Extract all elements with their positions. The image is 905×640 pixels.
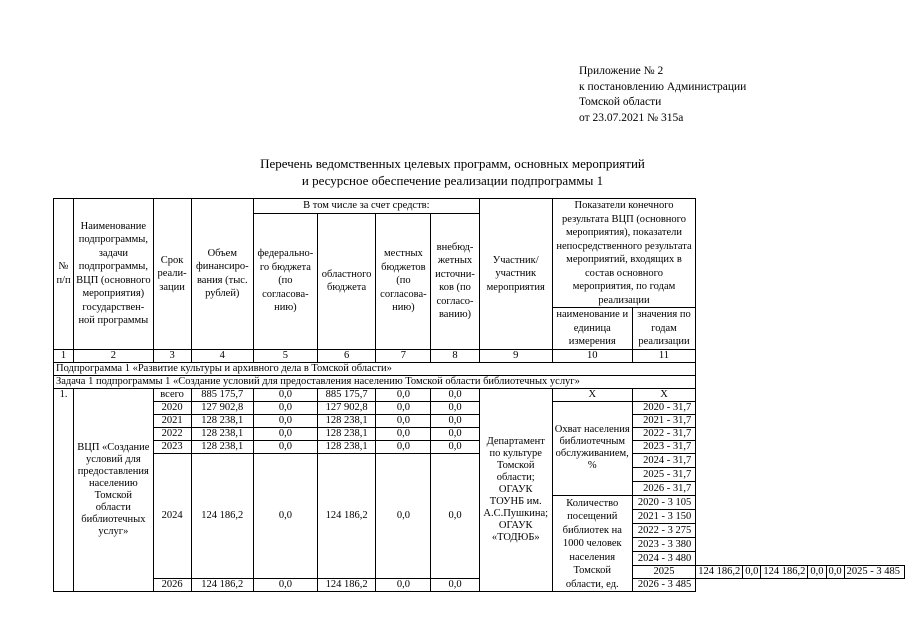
indicator-2-value: 2021 - 3 150 xyxy=(632,509,696,523)
row-term: всего xyxy=(153,388,191,401)
row-volume: 128 238,1 xyxy=(191,440,253,453)
header-participant: Участник/ участник мероприятия xyxy=(479,199,552,350)
row-local: 0,0 xyxy=(376,579,431,592)
indicator-1-value: 2022 - 31,7 xyxy=(632,427,696,440)
row-volume: 124 186,2 xyxy=(191,453,253,579)
row-offbudget: 0,0 xyxy=(431,414,479,427)
col-number: 3 xyxy=(153,349,191,362)
row-term: 2021 xyxy=(153,414,191,427)
row-offbudget: 0,0 xyxy=(431,427,479,440)
indicator-x-name: X xyxy=(552,388,632,401)
row-volume: 128 238,1 xyxy=(191,414,253,427)
appendix-line-2: к постановлению Администрации xyxy=(579,80,747,93)
row-term: 2024 xyxy=(153,453,191,579)
col-number: 10 xyxy=(552,349,632,362)
row-regional: 127 902,8 xyxy=(317,401,376,414)
header-local: местных бюджетов (по согласова-нию) xyxy=(376,213,431,349)
header-num: № п/п xyxy=(54,199,74,350)
row-offbudget: 0,0 xyxy=(431,440,479,453)
header-volume: Объем финансиро-вания (тыс. рублей) xyxy=(191,199,253,350)
header-federal: федерально-го бюджета (по согласова-нию) xyxy=(254,213,318,349)
indicator-2-value: 2022 - 3 275 xyxy=(632,523,696,537)
row-term: 2025 xyxy=(632,566,696,579)
row-federal: 0,0 xyxy=(743,566,761,579)
row-regional: 124 186,2 xyxy=(317,579,376,592)
indicator-1-value: 2023 - 31,7 xyxy=(632,440,696,453)
indicator-2-value: 2020 - 3 105 xyxy=(632,495,696,509)
row-term: 2023 xyxy=(153,440,191,453)
row-offbudget: 0,0 xyxy=(431,388,479,401)
col-number: 9 xyxy=(479,349,552,362)
header-name: Наименование подпрограммы, задачи подпрограммы, ВЦП (основного мероприятия) государствен-ной программы xyxy=(74,199,154,350)
row-offbudget: 0,0 xyxy=(431,401,479,414)
col-number: 4 xyxy=(191,349,253,362)
row-regional: 124 186,2 xyxy=(761,566,808,579)
indicator-1-value: 2025 - 31,7 xyxy=(632,467,696,481)
row-federal: 0,0 xyxy=(254,401,318,414)
col-number: 2 xyxy=(74,349,154,362)
header-sources: В том числе за счет средств: xyxy=(254,199,480,214)
indicator-1-value: 2021 - 31,7 xyxy=(632,414,696,427)
row-volume: 885 175,7 xyxy=(191,388,253,401)
header-indicators: Показатели конечного результата ВЦП (основного мероприятия), показатели непосредственного результата мероприятий, входящих в состав основного мероприятия, по годам реализации xyxy=(552,199,695,308)
col-number: 6 xyxy=(317,349,376,362)
row-term: 2022 xyxy=(153,427,191,440)
indicator-x-value: X xyxy=(632,388,696,401)
header-indicator-name: наименование и единица измерения xyxy=(552,308,632,350)
header-term: Срок реали-зации xyxy=(153,199,191,350)
row-term: 2026 xyxy=(153,579,191,592)
program-table xyxy=(53,198,905,592)
appendix-block xyxy=(579,64,746,126)
col-number: 7 xyxy=(376,349,431,362)
indicator-2-name: Количество посещений библиотек на 1000 человек населения Томской области, ед. xyxy=(552,495,632,592)
row-offbudget: 0,0 xyxy=(431,579,479,592)
row-local: 0,0 xyxy=(376,427,431,440)
row-federal: 0,0 xyxy=(254,414,318,427)
row-federal: 0,0 xyxy=(254,427,318,440)
item-name: ВЦП «Создание условий для предоставления населению Томской области библиотечных услуг» xyxy=(74,388,154,592)
row-local: 0,0 xyxy=(376,388,431,401)
header-indicator-values: значения по годам реализации xyxy=(632,308,696,350)
document-title xyxy=(0,155,905,189)
row-local: 0,0 xyxy=(808,566,826,579)
row-federal: 0,0 xyxy=(254,440,318,453)
indicator-1-value: 2026 - 31,7 xyxy=(632,481,696,495)
row-local: 0,0 xyxy=(376,414,431,427)
appendix-line-1: Приложение № 2 xyxy=(579,65,664,77)
row-federal: 0,0 xyxy=(254,388,318,401)
col-number: 8 xyxy=(431,349,479,362)
task-title: Задача 1 подпрограммы 1 «Создание условий для предоставления населению Томской области библиотечных услуг» xyxy=(54,375,696,388)
col-number: 5 xyxy=(254,349,318,362)
row-regional: 128 238,1 xyxy=(317,440,376,453)
subprogram-title: Подпрограмма 1 «Развитие культуры и архивного дела в Томской области» xyxy=(54,362,696,375)
row-volume: 124 186,2 xyxy=(191,579,253,592)
row-volume: 124 186,2 xyxy=(696,566,743,579)
row-regional: 128 238,1 xyxy=(317,427,376,440)
header-offbudget: внебюд-жетных источни-ков (по согласо-ванию) xyxy=(431,213,479,349)
item-participant: Департамент по культуре Томской области; ОГАУК ТОУНБ им. А.С.Пушкина; ОГАУК «ТОДЮБ» xyxy=(479,388,552,592)
row-offbudget: 0,0 xyxy=(826,566,844,579)
col-number: 1 xyxy=(54,349,74,362)
title-line-1: Перечень ведомственных целевых программ, основных мероприятий xyxy=(260,156,645,171)
indicator-1-value: 2024 - 31,7 xyxy=(632,453,696,467)
row-local: 0,0 xyxy=(376,440,431,453)
indicator-2-value: 2026 - 3 485 xyxy=(632,579,696,592)
indicator-2-value: 2023 - 3 380 xyxy=(632,537,696,551)
row-local: 0,0 xyxy=(376,453,431,579)
row-regional: 885 175,7 xyxy=(317,388,376,401)
appendix-line-4: от 23.07.2021 № 315а xyxy=(579,111,684,124)
col-number: 11 xyxy=(632,349,696,362)
item-num: 1. xyxy=(54,388,74,592)
row-regional: 128 238,1 xyxy=(317,414,376,427)
row-federal: 0,0 xyxy=(254,579,318,592)
row-local: 0,0 xyxy=(376,401,431,414)
header-regional: областного бюджета xyxy=(317,213,376,349)
row-federal: 0,0 xyxy=(254,453,318,579)
indicator-1-name: Охват населения библиотечным обслуживанием, % xyxy=(552,401,632,495)
row-volume: 128 238,1 xyxy=(191,427,253,440)
indicator-1-value: 2020 - 31,7 xyxy=(632,401,696,414)
appendix-line-3: Томской области xyxy=(579,96,662,108)
row-volume: 127 902,8 xyxy=(191,401,253,414)
row-regional: 124 186,2 xyxy=(317,453,376,579)
indicator-2-value: 2025 - 3 485 xyxy=(844,566,904,579)
title-line-2: и ресурсное обеспечение реализации подпрограммы 1 xyxy=(301,173,604,188)
indicator-2-value: 2024 - 3 480 xyxy=(632,551,696,565)
row-offbudget: 0,0 xyxy=(431,453,479,579)
row-term: 2020 xyxy=(153,401,191,414)
